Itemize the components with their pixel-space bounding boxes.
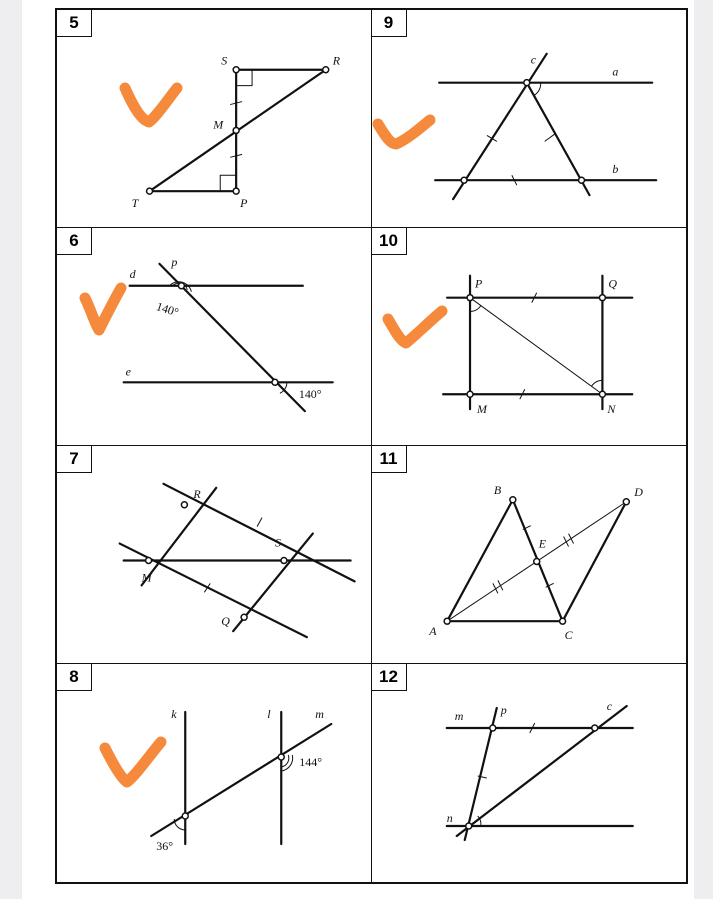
label-B: B — [493, 482, 501, 497]
label-d: d — [129, 266, 136, 281]
checkmark-icon — [372, 110, 438, 156]
worksheet-page — [22, 0, 694, 899]
figure-problem-7 — [57, 446, 371, 663]
label-C: C — [564, 628, 573, 643]
label-m: m — [454, 709, 463, 723]
checkmark-icon — [77, 278, 127, 340]
label-S: S — [274, 535, 281, 550]
checkmark-icon — [97, 734, 169, 792]
problem-7 — [57, 446, 372, 664]
angle-label: 144° — [299, 755, 323, 769]
label-A: A — [428, 624, 437, 639]
problem-number: 10 — [372, 228, 407, 255]
figure-problem-5 — [57, 10, 371, 227]
angle-label: 36° — [156, 839, 174, 853]
checkmark-icon — [117, 76, 187, 132]
figure-problem-12 — [372, 664, 687, 882]
label-a: a — [611, 64, 618, 79]
label-R: R — [193, 486, 201, 501]
label-N: N — [606, 402, 615, 417]
label-E: E — [538, 536, 546, 551]
label-b: b — [611, 162, 618, 177]
problem-11 — [372, 446, 687, 664]
problem-number: 11 — [372, 446, 407, 473]
checkmark-icon — [382, 303, 450, 353]
label-Q: Q — [221, 614, 230, 629]
problem-grid — [55, 8, 688, 884]
label-e: e — [125, 364, 131, 379]
label-M: M — [213, 117, 224, 132]
label-M: M — [141, 570, 152, 585]
label-T: T — [131, 196, 139, 211]
label-P: P — [474, 276, 482, 291]
problem-9 — [372, 10, 687, 228]
label-p: p — [500, 703, 507, 717]
figure-problem-11 — [372, 446, 687, 663]
problem-number: 9 — [372, 10, 407, 37]
problem-number: 8 — [57, 664, 92, 691]
label-c: c — [606, 699, 612, 713]
problem-number: 7 — [57, 446, 92, 473]
problem-number: 5 — [57, 10, 92, 37]
label-k: k — [171, 707, 177, 721]
problem-10 — [372, 228, 687, 446]
angle-label: 140° — [298, 387, 322, 402]
problem-6 — [57, 228, 372, 446]
label-D: D — [633, 484, 643, 499]
problem-8 — [57, 664, 372, 882]
problem-number: 12 — [372, 664, 407, 691]
label-l: l — [267, 707, 271, 721]
problem-5 — [57, 10, 372, 228]
label-P: P — [240, 196, 248, 211]
label-Q: Q — [607, 276, 617, 291]
label-S: S — [221, 53, 228, 68]
label-p: p — [171, 254, 178, 269]
problem-number: 6 — [57, 228, 92, 255]
label-M: M — [476, 402, 487, 417]
angle-label: 140° — [154, 299, 181, 320]
label-c: c — [530, 52, 536, 67]
problem-12 — [372, 664, 687, 882]
label-m: m — [315, 707, 324, 721]
label-R: R — [332, 53, 340, 68]
label-n: n — [446, 811, 453, 825]
